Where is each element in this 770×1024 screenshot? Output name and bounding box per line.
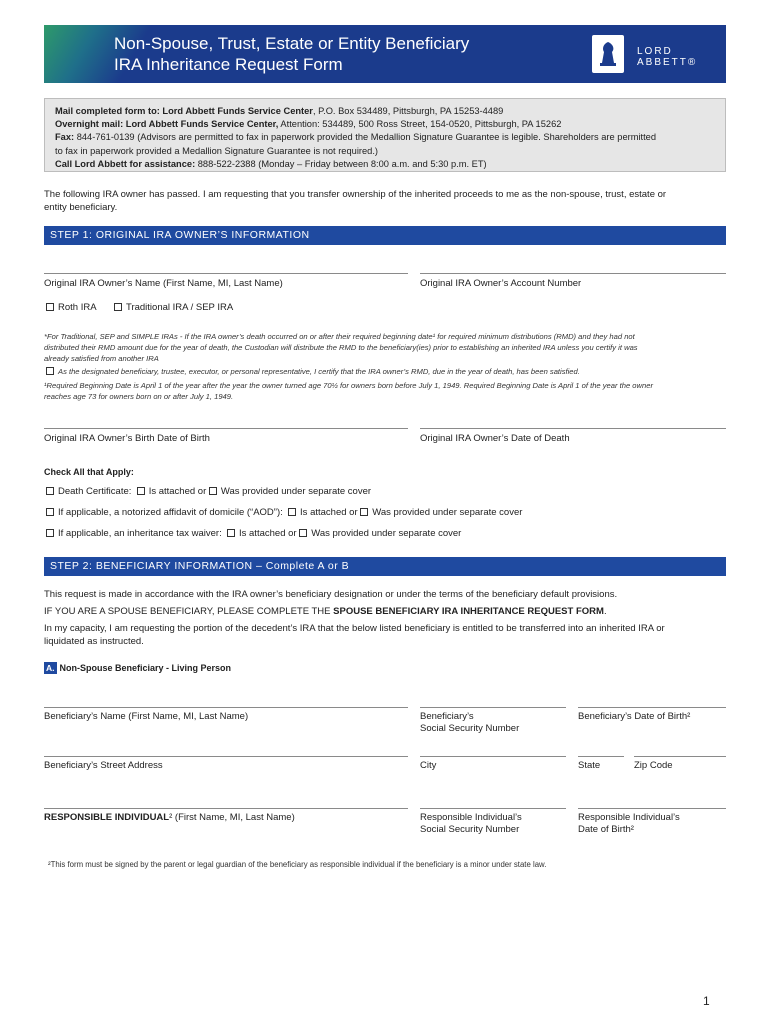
header-banner <box>44 25 726 83</box>
beneficiary-dob-label: Beneficiary’s Date of Birth² <box>578 711 691 722</box>
mail-address: , P.O. Box 534489, Pittsburgh, PA 15253-4489 <box>312 106 504 116</box>
form-title <box>114 33 469 75</box>
responsible-name-label-rest: ² (First Name, MI, Last Name) <box>169 812 295 823</box>
city-label: City <box>420 760 437 771</box>
beneficiary-dob-field[interactable] <box>578 707 726 708</box>
tax-waiver-label: If applicable, an inheritance tax waiver: <box>58 528 222 539</box>
tax-waiver-checkbox[interactable] <box>46 529 54 537</box>
roth-ira-label: Roth IRA <box>58 302 97 313</box>
beneficiary-name-label: Beneficiary’s Name (First Name, MI, Last Name) <box>44 711 249 722</box>
birth-date-label: Original IRA Owner’s Birth Date of Birth <box>44 433 210 444</box>
death-cert-separate-checkbox[interactable] <box>209 487 217 495</box>
beneficiary-ssn-field[interactable] <box>420 707 566 708</box>
section-a-heading <box>44 662 231 674</box>
owner-name-label: Original IRA Owner’s Name (First Name, MI, Last Name) <box>44 278 283 289</box>
check-all-heading: Check All that Apply: <box>44 467 134 477</box>
beneficiary-ssn-label-2: Social Security Number <box>420 723 520 734</box>
city-field[interactable] <box>420 756 566 757</box>
step2-line-4: liquidated as instructed. <box>44 636 144 647</box>
responsible-dob-field[interactable] <box>578 808 726 809</box>
tax-waiver-attached-checkbox[interactable] <box>227 529 235 537</box>
death-certificate-row <box>46 486 371 498</box>
death-certificate-checkbox[interactable] <box>46 487 54 495</box>
account-number-field[interactable] <box>420 273 726 274</box>
rmd-note-line-3: already satisfied from another IRA <box>44 354 159 363</box>
footnote-2: ²This form must be signed by the parent or legal guardian of the beneficiary as responsible individual if the beneficiary is a minor under state law. <box>48 860 547 869</box>
death-cert-separate-label: Was provided under separate cover <box>220 486 372 497</box>
footnote-1-line-2: reaches age 73 for owners born on or after July 1, 1949. <box>44 392 234 401</box>
aod-row <box>46 507 522 519</box>
call-text: 888-522-2388 (Monday – Friday between 8:00 a.m. and 5:30 p.m. ET) <box>195 158 487 169</box>
beneficiary-name-field[interactable] <box>44 707 408 708</box>
aod-attached-checkbox[interactable] <box>288 508 296 516</box>
step2-intro <box>44 588 734 648</box>
spouse-notice-period: . <box>603 606 607 617</box>
traditional-ira-checkbox[interactable] <box>114 303 122 311</box>
mail-label: Mail completed form to: Lord Abbett Funds Service Center <box>55 106 313 116</box>
zip-field[interactable] <box>634 756 726 757</box>
responsible-ssn-field[interactable] <box>420 808 566 809</box>
fax-text: 844-761-0139 (Advisors are permitted to fax in paperwork provided the Medallion Signature Guarantee is legible. Shareholders are permitted <box>74 132 657 143</box>
street-address-label: Beneficiary’s Street Address <box>44 760 163 771</box>
fax-text-2: to fax in paperwork provided a Medallion Signature Guarantee is not required.) <box>55 145 378 156</box>
rmd-note-line-1: *For Traditional, SEP and SIMPLE IRAs - If the IRA owner’s death occurred on or after their required beginning date¹ for required minimum distributions (RMD) and they had not <box>44 332 635 341</box>
death-certificate-label: Death Certificate: <box>58 486 132 497</box>
overnight-address: Attention: 534489, 500 Ross Street, 154-0520, Pittsburgh, PA 15262 <box>278 119 562 130</box>
spouse-notice-text: IF YOU ARE A SPOUSE BENEFICIARY, PLEASE COMPLETE THE <box>44 606 334 617</box>
fax-label: Fax: <box>55 132 75 143</box>
responsible-dob-label <box>578 812 680 836</box>
form-title-line2: IRA Inheritance Request Form <box>114 55 343 74</box>
death-date-field[interactable] <box>420 428 726 429</box>
spouse-form-link[interactable]: SPOUSE BENEFICIARY IRA INHERITANCE REQUEST FORM <box>333 606 604 617</box>
owner-name-field[interactable] <box>44 273 408 274</box>
state-label: State <box>578 760 601 771</box>
logo-text: LORD ABBETT® <box>637 46 698 68</box>
roth-ira-option[interactable] <box>46 302 97 314</box>
account-number-label: Original IRA Owner’s Account Number <box>420 278 582 289</box>
aod-attached-label: Is attached or <box>300 507 358 518</box>
roth-ira-checkbox[interactable] <box>46 303 54 311</box>
aod-separate-checkbox[interactable] <box>360 508 368 516</box>
state-field[interactable] <box>578 756 624 757</box>
beneficiary-ssn-label <box>420 711 519 735</box>
rmd-note-line-2: distributed their RMD amount due for the year of death, the Custodian will distribute the RMD to the beneficiary(ies) prior to establishing an inherited IRA unless you certify it was <box>44 343 638 352</box>
section-a-tag: A. <box>46 663 55 673</box>
rmd-certify-option[interactable] <box>46 366 736 377</box>
responsible-ssn-label-1: Responsible Individual’s <box>420 812 522 823</box>
traditional-ira-label: Traditional IRA / SEP IRA <box>126 302 234 313</box>
responsible-name-field[interactable] <box>44 808 408 809</box>
intro-text <box>44 188 734 214</box>
call-label: Call Lord Abbett for assistance: <box>55 158 196 169</box>
responsible-ssn-label <box>420 812 522 836</box>
form-title-line1: Non-Spouse, Trust, Estate or Entity Beneficiary <box>114 34 470 53</box>
spouse-notice <box>44 605 734 618</box>
step1-header: STEP 1: ORIGINAL IRA OWNER’S INFORMATION <box>44 226 726 245</box>
street-address-field[interactable] <box>44 756 408 757</box>
beneficiary-ssn-label-1: Beneficiary’s <box>420 711 474 722</box>
aod-label: If applicable, a notorized affidavit of domicile (“AOD”): <box>58 507 283 518</box>
death-cert-attached-label: Is attached or <box>148 486 207 497</box>
step2-header: STEP 2: BENEFICIARY INFORMATION – Complete A or B <box>44 557 726 576</box>
tax-waiver-separate-checkbox[interactable] <box>299 529 307 537</box>
zip-label: Zip Code <box>634 760 673 771</box>
lord-abbett-logo-icon <box>592 35 624 73</box>
page-number: 1 <box>703 994 710 1008</box>
step2-line-3: In my capacity, I am requesting the portion of the decedent’s IRA that the below listed beneficiary is entitled to be transferred into an inherited IRA or <box>44 623 665 634</box>
responsible-dob-label-2: Date of Birth² <box>578 824 634 835</box>
intro-line-1: The following IRA owner has passed. I am requesting that you transfer ownership of the inherited proceeds to me as the non-spouse, trust, estate or <box>44 189 667 200</box>
birth-date-field[interactable] <box>44 428 408 429</box>
responsible-dob-label-1: Responsible Individual’s <box>578 812 680 823</box>
step2-line-1: This request is made in accordance with the IRA owner’s beneficiary designation or under the terms of the beneficiary default provisions. <box>44 589 618 600</box>
overnight-label: Overnight mail: Lord Abbett Funds Service Center, <box>55 119 279 130</box>
mail-info-box <box>44 98 726 172</box>
responsible-name-label <box>44 812 295 824</box>
footnote-1-line-1: ¹Required Beginning Date is April 1 of the year after the year the owner turned age 70½ for owners born before July 1, 1949. Required Beginning Date is April 1 of the year the owner <box>44 381 653 390</box>
death-cert-attached-checkbox[interactable] <box>137 487 145 495</box>
responsible-ssn-label-2: Social Security Number <box>420 824 520 835</box>
responsible-name-label-bold: RESPONSIBLE INDIVIDUAL <box>44 812 170 823</box>
death-date-label: Original IRA Owner’s Date of Death <box>420 433 570 444</box>
tax-waiver-separate-label: Was provided under separate cover <box>311 528 462 539</box>
rmd-note <box>44 331 734 364</box>
rmd-certify-checkbox[interactable] <box>46 367 54 375</box>
tax-waiver-attached-label: Is attached or <box>239 528 297 539</box>
aod-checkbox[interactable] <box>46 508 54 516</box>
section-a-title: Non-Spouse Beneficiary - Living Person <box>59 663 232 673</box>
footnote-1 <box>44 380 734 402</box>
traditional-ira-option[interactable] <box>114 302 233 314</box>
rmd-certify-text: As the designated beneficiary, trustee, executor, or personal representative, I certify that the IRA owner’s RMD, due in the year of death, has been satisfied. <box>58 367 580 376</box>
tax-waiver-row <box>46 528 461 540</box>
aod-separate-label: Was provided under separate cover <box>372 507 523 518</box>
intro-line-2: entity beneficiary. <box>44 202 118 213</box>
